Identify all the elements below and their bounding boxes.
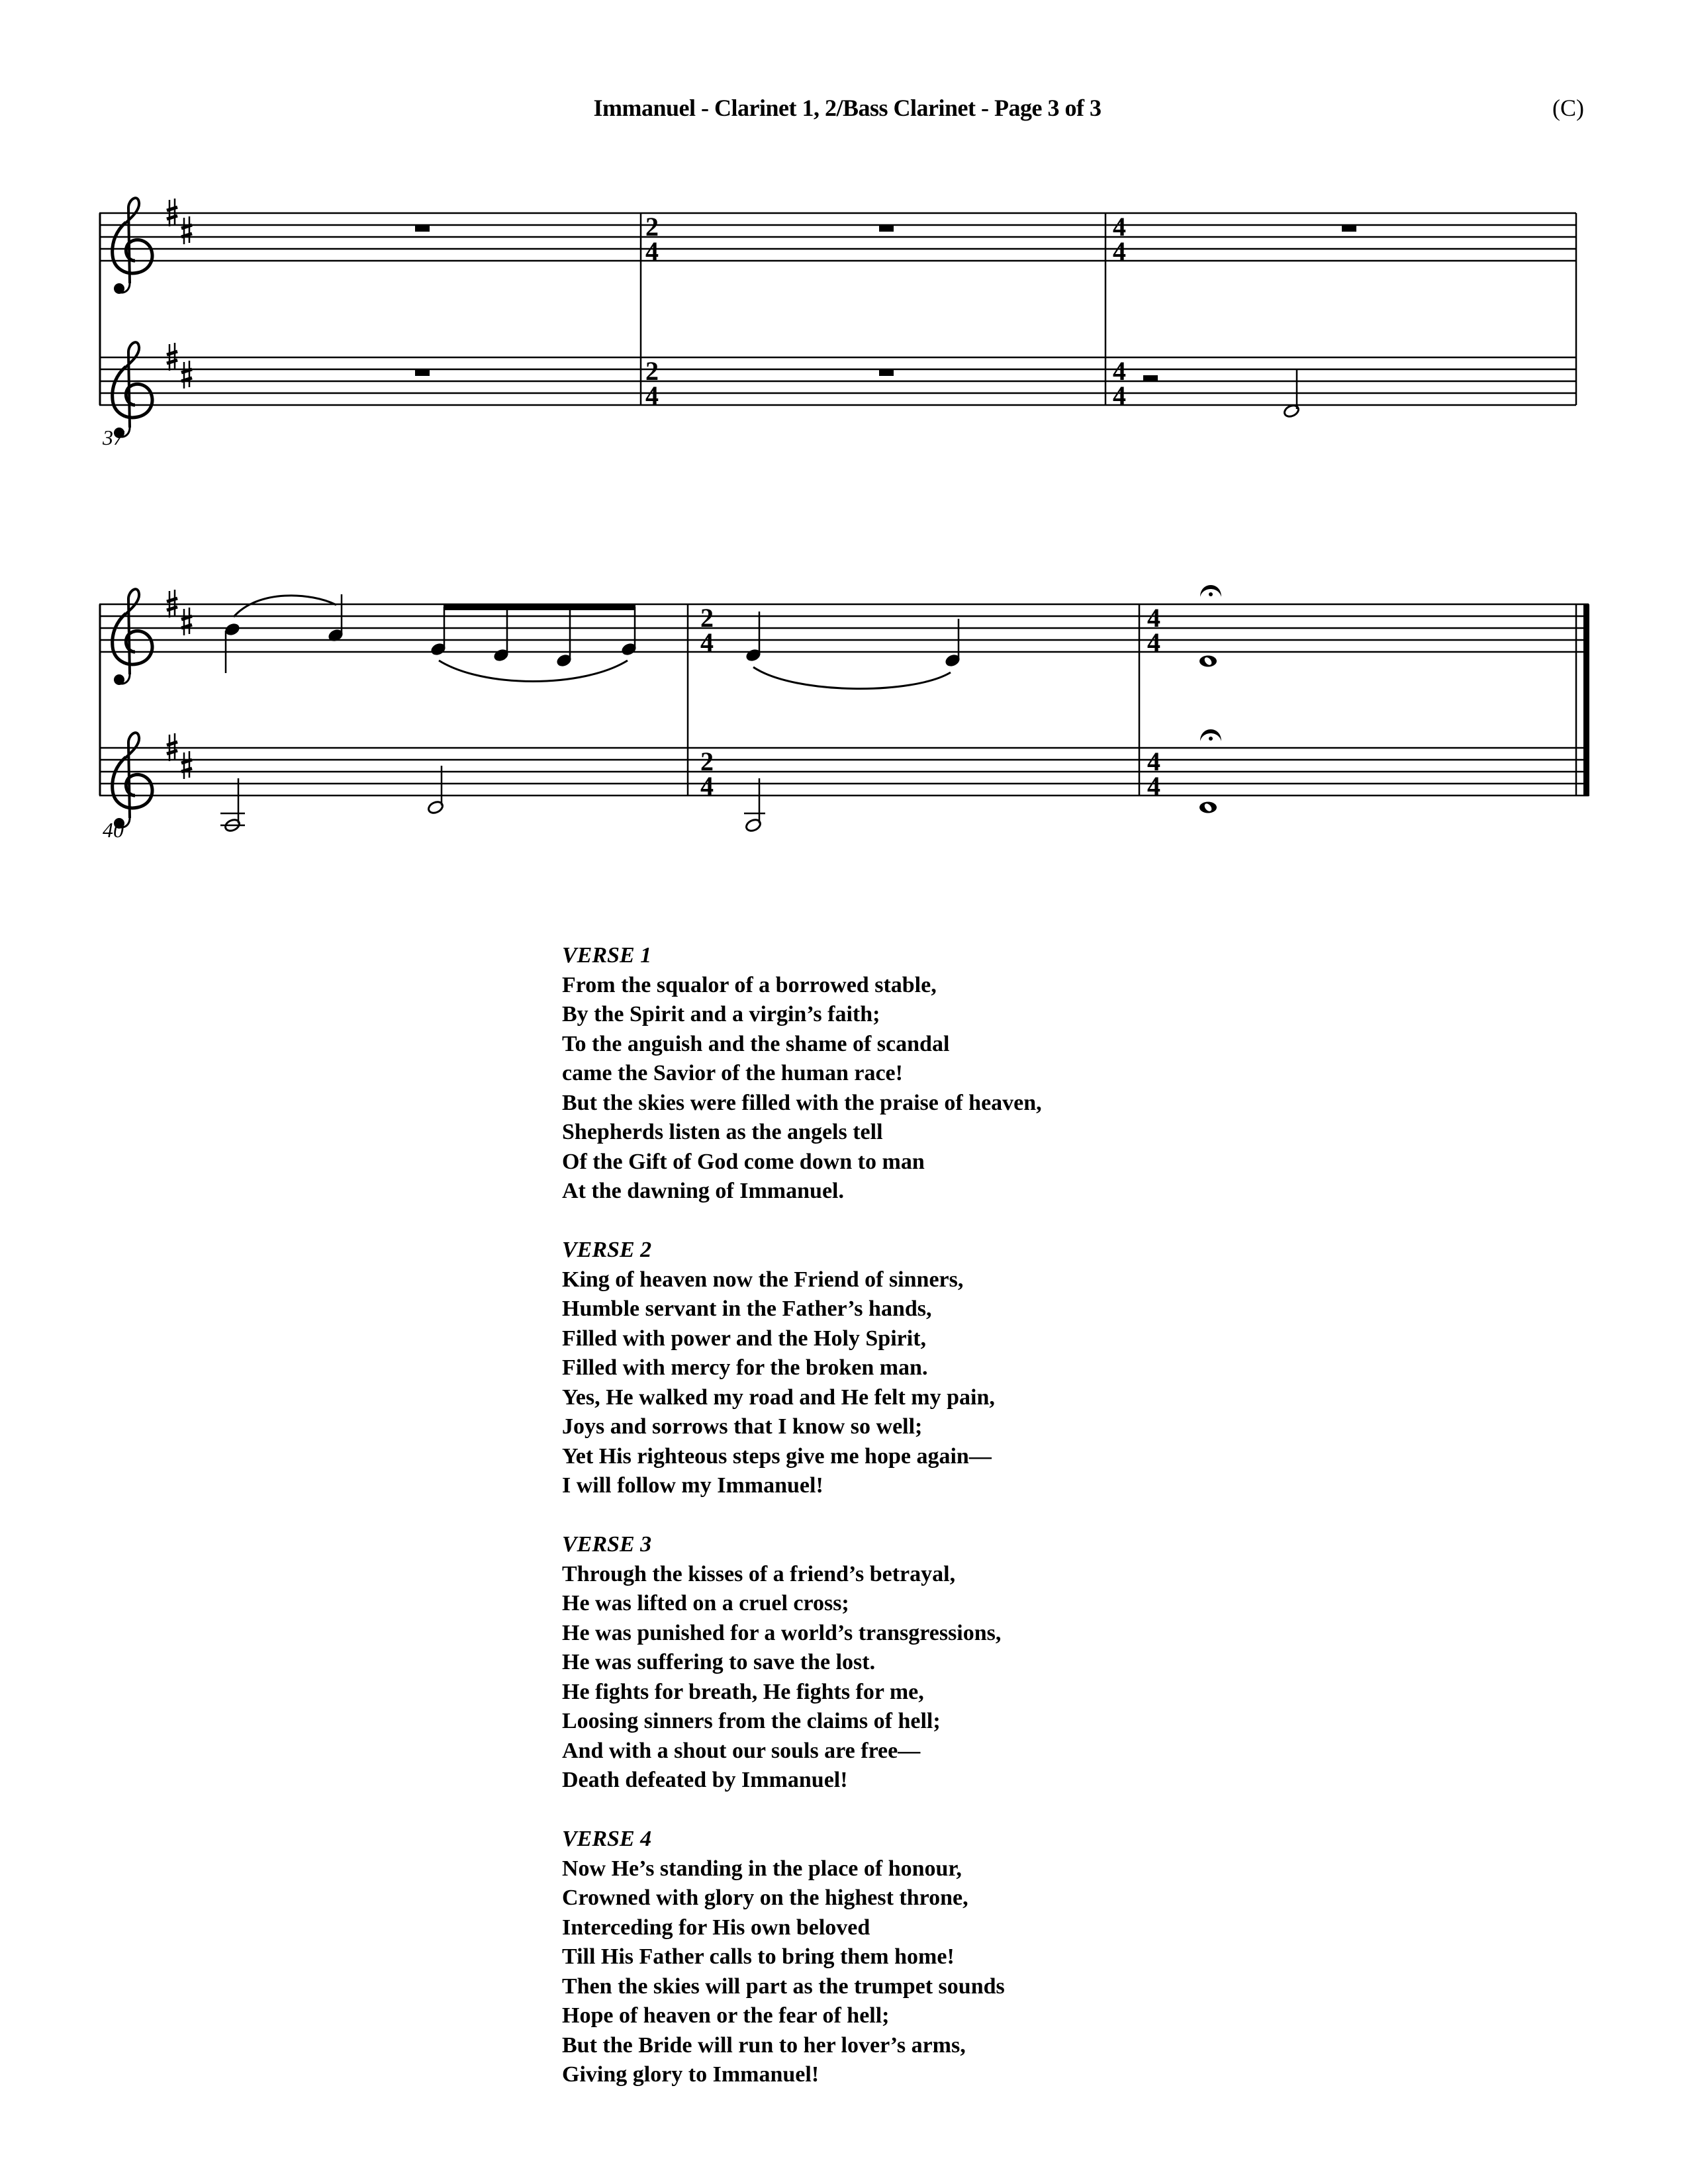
whole-rest-icon [415,369,430,376]
lyric-line: He was punished for a world’s transgressions, [562,1620,1002,1645]
lyric-line: Joys and sorrows that I know so well; [562,1414,923,1439]
svg-text:2: 2 [645,356,659,386]
lyric-line: But the Bride will run to her lover’s arms, [562,2032,966,2058]
time-signature-4-4 [1147,603,1160,801]
staff-clarinet-2-bass [99,357,1576,405]
svg-text:2: 2 [700,603,714,633]
lyric-line: He was lifted on a cruel cross; [562,1591,849,1615]
svg-text:4: 4 [645,381,659,410]
lyric-line: Loosing sinners from the claims of hell; [562,1709,941,1733]
sharp-icon [181,608,192,635]
page-title: Immanuel - Clarinet 1, 2/Bass Clarinet - Page 3 of 3 [593,95,1102,121]
lyric-line: Then the skies will part as the trumpet sounds [562,1974,1005,1999]
svg-text:4: 4 [1113,236,1126,266]
lyric-line: But the skies were filled with the praise of heaven, [562,1090,1042,1115]
svg-text:4: 4 [1147,627,1160,657]
lyric-line: At the dawning of Immanuel. [562,1179,844,1203]
staff-clarinet-1 [99,604,1589,652]
lyric-line: Filled with mercy for the broken man. [562,1355,928,1380]
verse-title: VERSE 4 [562,1827,652,1851]
note-stems [444,607,635,659]
lyric-line: Shepherds listen as the angels tell [562,1120,883,1144]
lyric-line: Now He’s standing in the place of honour, [562,1856,962,1881]
lyric-line: Filled with power and the Holy Spirit, [562,1326,927,1351]
svg-text:4: 4 [1113,356,1126,386]
sharp-icon [181,751,192,779]
lyric-line: To the anguish and the shame of scandal [562,1031,950,1056]
lyric-line: Hope of heaven or the fear of hell; [562,2003,890,2028]
whole-rest-icon [415,225,430,232]
lyric-line: King of heaven now the Friend of sinners, [562,1267,964,1292]
beam [444,605,635,610]
verse-4 [562,1825,1042,2090]
verse-title: VERSE 1 [562,943,652,968]
lyric-line: Giving glory to Immanuel! [562,2062,820,2087]
lyric-line: Of the Gift of God come down to man [562,1149,925,1174]
svg-text:4: 4 [1147,771,1160,801]
whole-note-icon [1199,802,1217,813]
svg-text:4: 4 [700,771,714,801]
lyric-line: Yet His righteous steps give me hope again— [562,1443,992,1469]
whole-rest-icon [1342,225,1356,232]
verse-2 [562,1236,1042,1501]
slur [234,596,336,617]
fermata-icon [1200,729,1221,741]
lyric-line: Death defeated by Immanuel! [562,1768,848,1792]
svg-text:4: 4 [700,627,714,657]
svg-text:4: 4 [1147,603,1160,633]
slur [439,660,628,682]
lyric-line: Humble servant in the Father’s hands, [562,1297,932,1321]
lyric-line: came the Savior of the human race! [562,1061,903,1085]
time-signature-4-4 [1113,212,1126,410]
svg-text:4: 4 [645,236,659,266]
lyric-line: Through the kisses of a friend’s betrayal, [562,1561,956,1586]
lyric-line: And with a shout our souls are free— [562,1738,921,1763]
lyric-line: From the squalor of a borrowed stable, [562,972,937,997]
whole-rest-icon [879,369,894,376]
svg-text:2: 2 [700,747,714,776]
sharp-icon [181,216,192,244]
lyric-line: By the Spirit and a virgin’s faith; [562,1002,880,1026]
lyric-line: He fights for breath, He fights for me, [562,1679,924,1704]
music-score [0,0,1688,874]
slur [753,667,951,689]
lyric-line: Crowned with glory on the highest throne, [562,1886,968,1910]
time-signature-2-4 [700,603,714,801]
whole-rest-icon [879,225,894,232]
lyric-line: Interceding for His own beloved [562,1915,870,1940]
system-2 [99,585,1589,842]
half-rest-icon [1143,375,1158,381]
measure-number-40: 40 [103,818,124,842]
measure-number-37: 37 [103,426,124,449]
staff-clarinet-2-bass [99,748,1589,796]
lyric-line: I will follow my Immanuel! [562,1473,823,1498]
staff-clarinet-1 [99,213,1576,261]
svg-text:4: 4 [1113,212,1126,242]
part-code: (C) [1552,95,1584,121]
sharp-icon [181,361,192,388]
lyric-line: Till His Father calls to bring them home! [562,1944,955,1969]
verse-lyrics [562,941,1042,2119]
whole-note-icon [1199,656,1217,667]
final-barline-thick [1583,604,1589,796]
verse-title: VERSE 3 [562,1532,652,1557]
svg-text:4: 4 [1147,747,1160,776]
verse-3 [562,1530,1042,1796]
fermata-icon [1200,585,1221,597]
lyric-line: He was suffering to save the lost. [562,1650,876,1674]
verse-title: VERSE 2 [562,1238,652,1262]
system-1 [99,198,1576,449]
verse-1 [562,941,1042,1206]
time-signature-2-4 [645,212,659,410]
svg-text:4: 4 [1113,381,1126,410]
svg-text:2: 2 [645,212,659,242]
lyric-line: Yes, He walked my road and He felt my pain, [562,1385,995,1410]
